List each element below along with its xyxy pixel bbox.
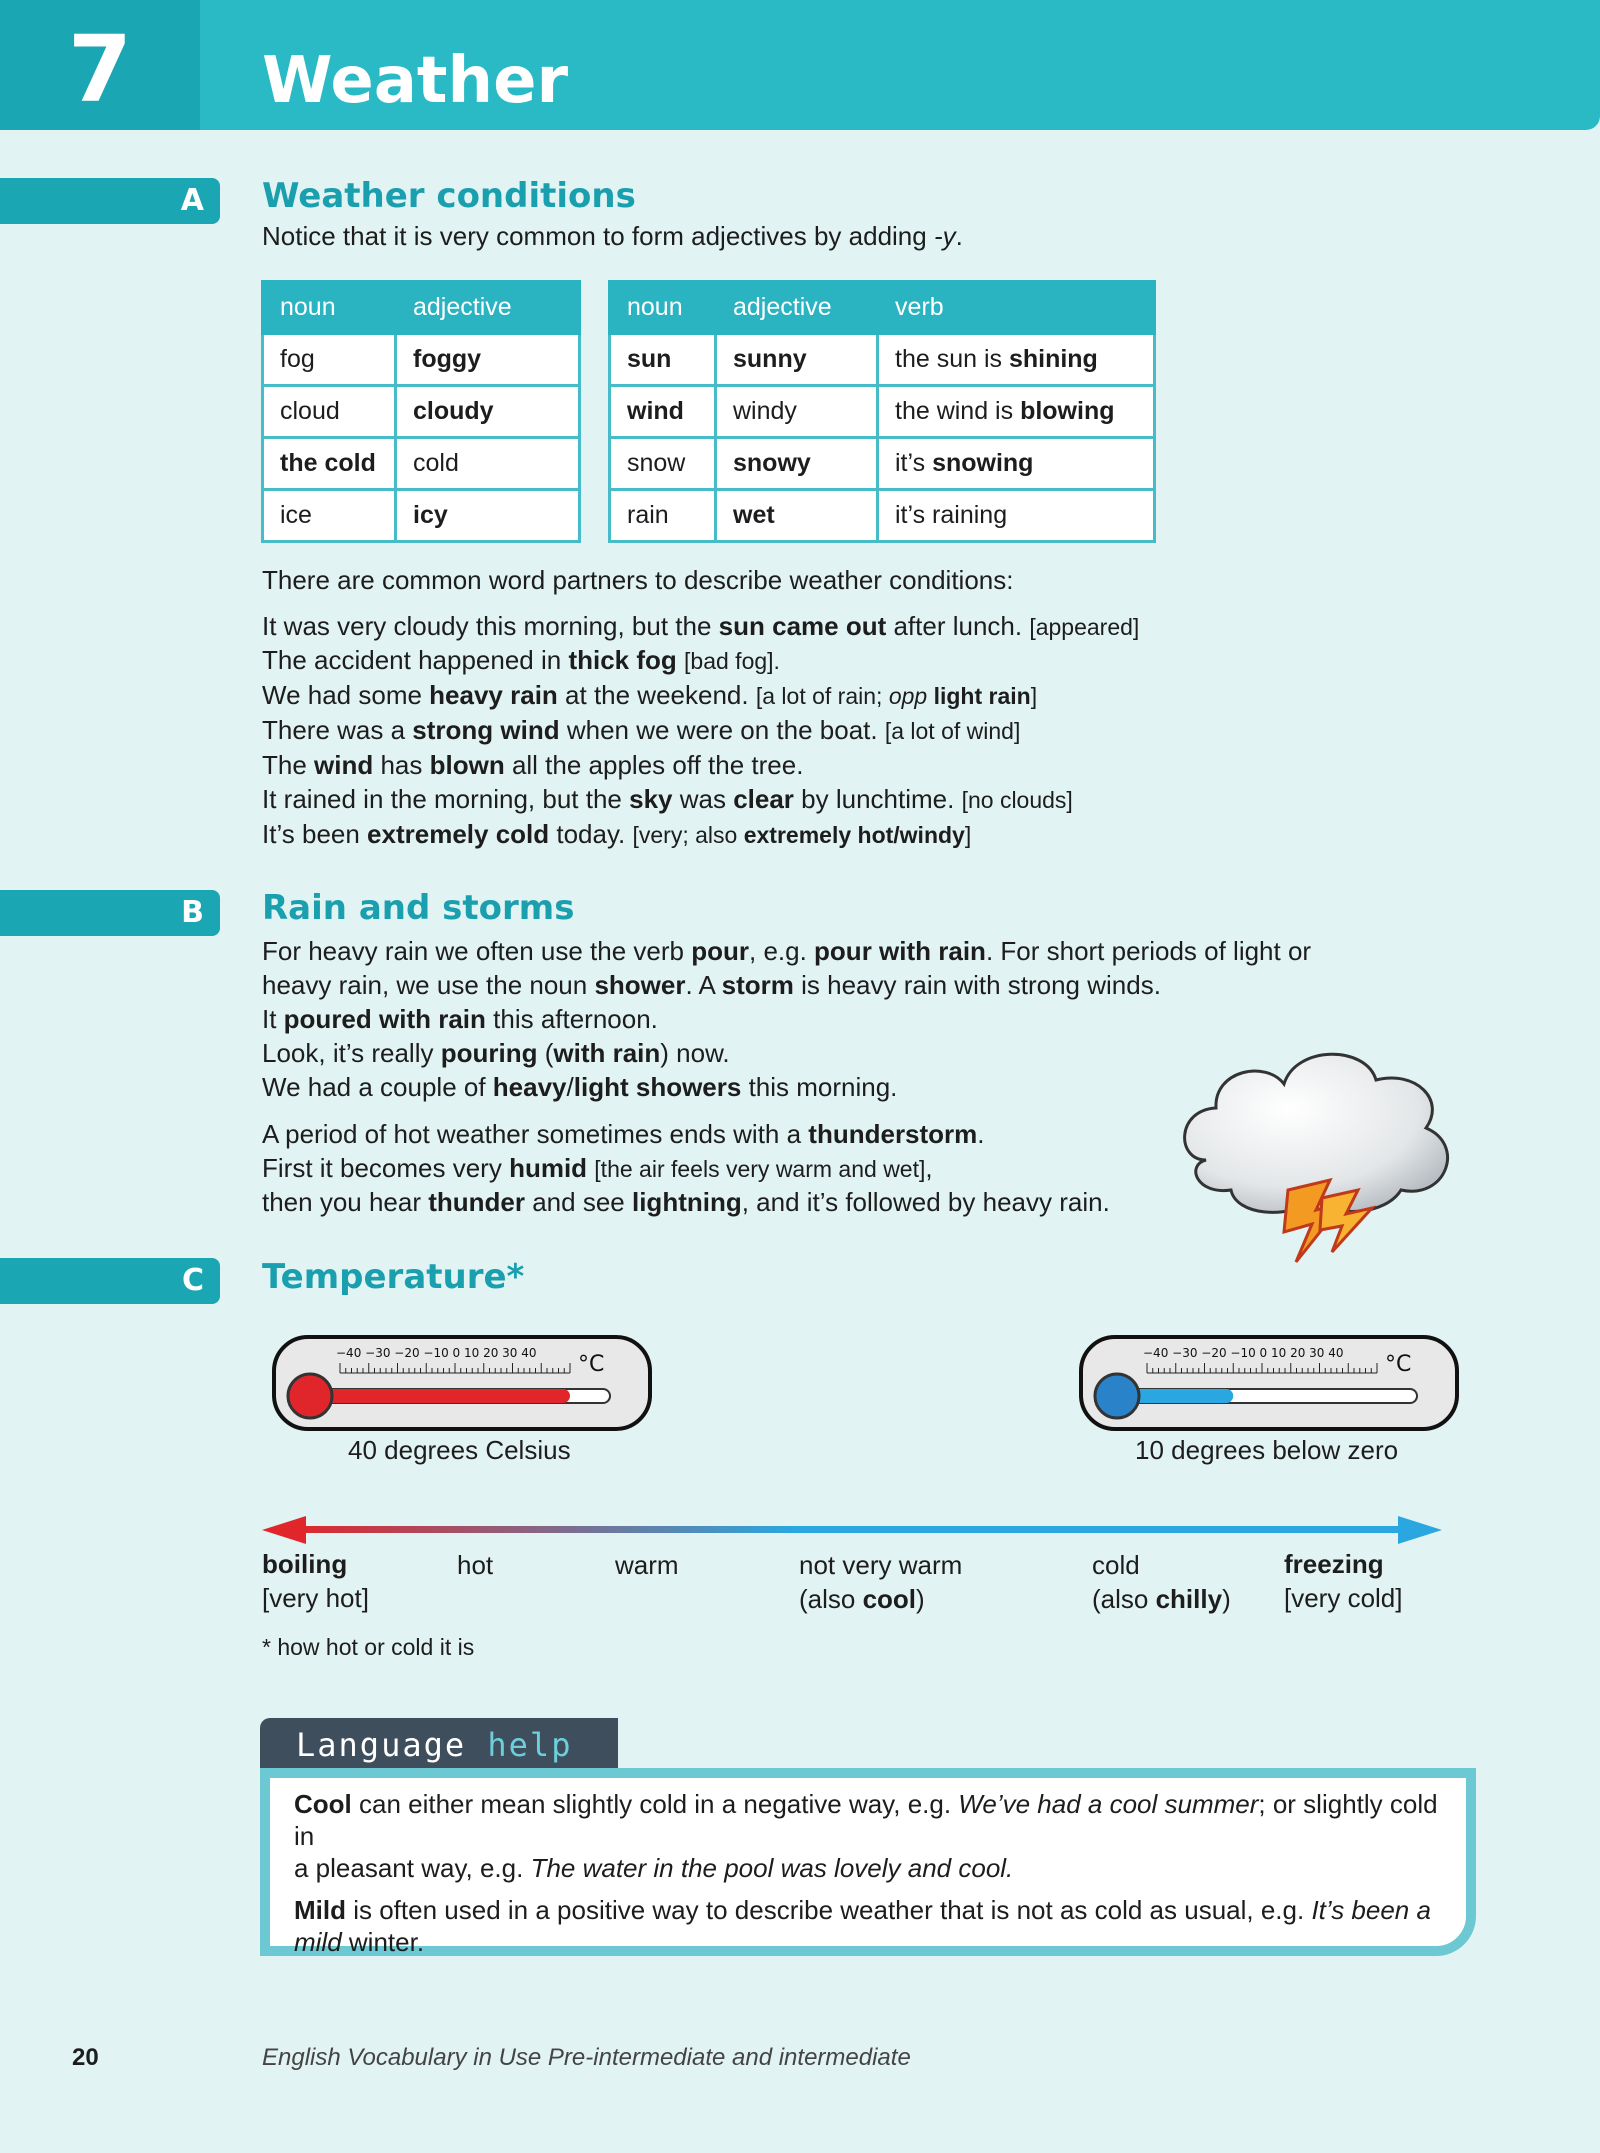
section-c-tab: C bbox=[0, 1258, 220, 1304]
table-cell: fog bbox=[263, 334, 396, 386]
example-sentence: The accident happened in thick fog [bad fog]. bbox=[262, 645, 780, 675]
table-cell: snowy bbox=[716, 438, 878, 490]
celsius-unit: °C bbox=[578, 1352, 605, 1377]
table-cell: wind bbox=[610, 386, 716, 438]
thermometer-scale-label: −40 −30 −20 −10 0 10 20 30 40 bbox=[1143, 1346, 1344, 1360]
section-b-tab: B bbox=[0, 890, 220, 936]
thermometer-bulb bbox=[1095, 1374, 1139, 1418]
table-cell: the cold bbox=[263, 438, 396, 490]
language-help-cool: Cool can either mean slightly cold in a negative way, e.g. We’ve had a cool summer; or slightly cold in a pleasant way, e.g. The water in the pool was lovely and cool. bbox=[294, 1789, 1438, 1883]
table-cell: cloudy bbox=[396, 386, 580, 438]
section-a-tab: A bbox=[0, 178, 220, 224]
scale-word-boiling: boiling [very hot] bbox=[262, 1549, 369, 1613]
table-header: adjective bbox=[716, 282, 878, 334]
body-line: For heavy rain we often use the verb pour, e.g. pour with rain. For short periods of light or bbox=[262, 936, 1312, 966]
table-cell: the wind is blowing bbox=[878, 386, 1155, 438]
temperature-scale-arrow bbox=[262, 1510, 1442, 1550]
table-cell: it’s snowing bbox=[878, 438, 1155, 490]
body-line: Look, it’s really pouring (with rain) now. bbox=[262, 1038, 730, 1068]
noun-adjective-verb-table bbox=[608, 280, 1156, 543]
body-line: First it becomes very humid [the air feels very warm and wet], bbox=[262, 1153, 933, 1183]
thermometer-scale-label: −40 −30 −20 −10 0 10 20 30 40 bbox=[336, 1346, 537, 1360]
table-header: adjective bbox=[396, 282, 580, 334]
table-cell: foggy bbox=[396, 334, 580, 386]
table-cell: snow bbox=[610, 438, 716, 490]
table-cell: cloud bbox=[263, 386, 396, 438]
table-cell: sun bbox=[610, 334, 716, 386]
footnote: * how hot or cold it is bbox=[262, 1634, 475, 1660]
table-header: noun bbox=[610, 282, 716, 334]
language-help-mild: Mild is often used in a positive way to describe weather that is not as cold as usual, e.g. It’s been a mild winter. bbox=[294, 1895, 1431, 1957]
hot-arrowhead bbox=[262, 1516, 306, 1544]
language-help-box bbox=[260, 1768, 1476, 1956]
scale-word-not-very-warm: not very warm (also cool) bbox=[799, 1550, 963, 1614]
example-sentence: We had some heavy rain at the weekend. [a lot of rain; opp light rain] bbox=[262, 680, 1038, 710]
hot-thermometer bbox=[270, 1333, 654, 1433]
cold-thermometer-caption: 10 degrees below zero bbox=[1135, 1435, 1399, 1465]
table-cell: wet bbox=[716, 490, 878, 542]
body-line: then you hear thunder and see lightning, and it’s followed by heavy rain. bbox=[262, 1187, 1110, 1217]
table-cell: cold bbox=[396, 438, 580, 490]
storm-cloud-lightning-icon bbox=[1176, 1040, 1460, 1266]
page-number: 20 bbox=[72, 2044, 99, 2071]
language-help-tab: Language help bbox=[260, 1718, 618, 1770]
scale-word-warm: warm bbox=[615, 1550, 679, 1580]
table-cell: ice bbox=[263, 490, 396, 542]
table-row bbox=[610, 438, 1155, 490]
section-b-title: Rain and storms bbox=[262, 888, 575, 928]
table-row bbox=[610, 386, 1155, 438]
table-row bbox=[263, 438, 580, 490]
table-row bbox=[263, 334, 580, 386]
celsius-unit: °C bbox=[1385, 1352, 1412, 1377]
example-sentence: There was a strong wind when we were on the boat. [a lot of wind] bbox=[262, 715, 1021, 745]
unit-number: 7 bbox=[0, 0, 200, 130]
table-cell: the sun is shining bbox=[878, 334, 1155, 386]
section-a-intro: Notice that it is very common to form adjectives by adding -y. bbox=[262, 221, 963, 251]
unit-header bbox=[0, 0, 1600, 130]
table-cell: it’s raining bbox=[878, 490, 1155, 542]
table-row bbox=[610, 490, 1155, 542]
book-title: English Vocabulary in Use Pre-intermediate and intermediate bbox=[262, 2044, 911, 2071]
body-line: heavy rain, we use the noun shower. A storm is heavy rain with strong winds. bbox=[262, 970, 1161, 1000]
example-sentence: The wind has blown all the apples off the tree. bbox=[262, 750, 804, 780]
hot-thermometer-caption: 40 degrees Celsius bbox=[348, 1435, 571, 1465]
scale-word-hot: hot bbox=[457, 1550, 494, 1580]
table-header: noun bbox=[263, 282, 396, 334]
example-sentence: It was very cloudy this morning, but the sun came out after lunch. [appeared] bbox=[262, 611, 1140, 641]
example-sentence: It rained in the morning, but the sky was clear by lunchtime. [no clouds] bbox=[262, 784, 1073, 814]
noun-adjective-table bbox=[261, 280, 581, 543]
body-line: A period of hot weather sometimes ends with a thunderstorm. bbox=[262, 1119, 985, 1149]
scale-word-cold: cold (also chilly) bbox=[1092, 1550, 1231, 1614]
hot-mercury bbox=[310, 1389, 570, 1403]
section-c-title: Temperature* bbox=[262, 1257, 525, 1297]
body-line: It poured with rain this afternoon. bbox=[262, 1004, 658, 1034]
table-cell: icy bbox=[396, 490, 580, 542]
word-partners-intro: There are common word partners to describe weather conditions: bbox=[262, 565, 1014, 595]
table-row bbox=[263, 490, 580, 542]
table-header: verb bbox=[878, 282, 1155, 334]
unit-title: Weather bbox=[262, 44, 569, 118]
example-sentence: It’s been extremely cold today. [very; also extremely hot/windy] bbox=[262, 819, 972, 849]
table-cell: sunny bbox=[716, 334, 878, 386]
section-a-title: Weather conditions bbox=[262, 176, 636, 216]
body-line: We had a couple of heavy/light showers this morning. bbox=[262, 1072, 898, 1102]
scale-word-freezing: freezing [very cold] bbox=[1284, 1549, 1403, 1613]
cold-thermometer bbox=[1077, 1333, 1461, 1433]
table-cell: rain bbox=[610, 490, 716, 542]
table-row bbox=[263, 386, 580, 438]
cold-arrowhead bbox=[1398, 1516, 1442, 1544]
table-cell: windy bbox=[716, 386, 878, 438]
table-row bbox=[610, 334, 1155, 386]
thermometer-bulb bbox=[288, 1374, 332, 1418]
